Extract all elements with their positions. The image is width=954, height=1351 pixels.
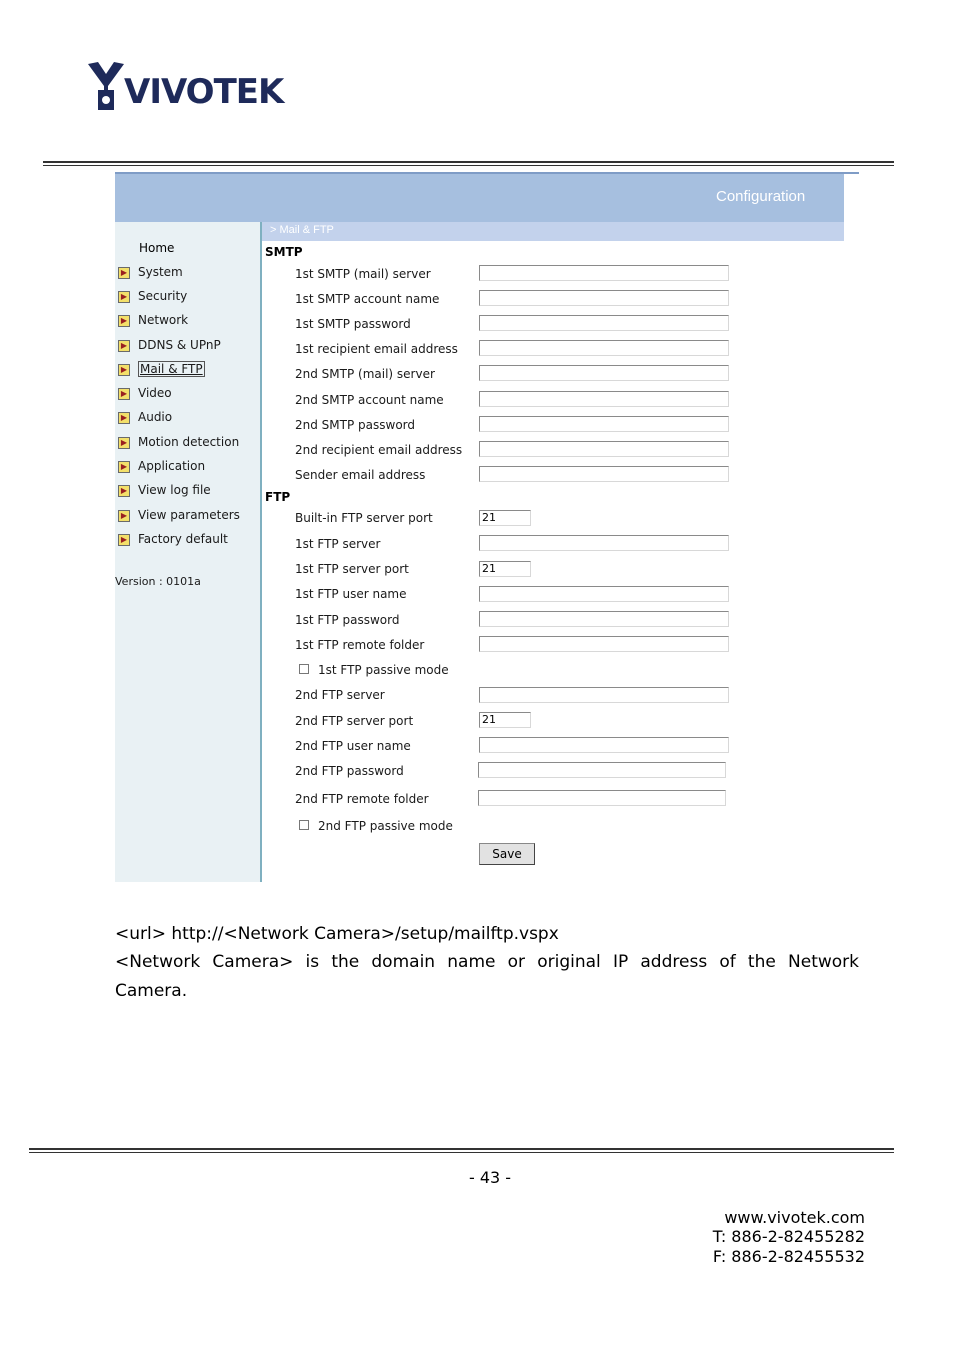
smtp2-password-label: 2nd SMTP password bbox=[295, 418, 415, 432]
ftp2-password-label: 2nd FTP password bbox=[295, 764, 404, 778]
header-rule-thin bbox=[43, 165, 894, 166]
arrow-icon: ▶ bbox=[118, 534, 130, 546]
ftp1-port-label: 1st FTP server port bbox=[295, 562, 409, 576]
sidebar-item-system[interactable] bbox=[118, 265, 183, 279]
breadcrumb: > Mail & FTP bbox=[270, 224, 334, 236]
sidebar-item-home[interactable]: Home bbox=[139, 241, 175, 255]
builtin-ftp-port-input[interactable]: 21 bbox=[479, 510, 531, 526]
ftp2-passive-checkbox[interactable] bbox=[299, 820, 309, 830]
smtp2-server-label: 2nd SMTP (mail) server bbox=[295, 367, 435, 381]
sidebar-item-label: Factory default bbox=[138, 532, 228, 546]
description-line-2: Camera. bbox=[115, 981, 188, 1001]
sender-email-label: Sender email address bbox=[295, 468, 426, 482]
arrow-icon: ▶ bbox=[118, 364, 130, 376]
smtp2-account-label: 2nd SMTP account name bbox=[295, 393, 444, 407]
camera-logo-icon bbox=[86, 60, 126, 114]
ftp2-folder-label: 2nd FTP remote folder bbox=[295, 792, 429, 806]
sidebar-item-label: Audio bbox=[138, 410, 173, 424]
recipient1-email-label: 1st recipient email address bbox=[295, 342, 458, 356]
ftp1-port-input[interactable]: 21 bbox=[479, 561, 531, 577]
sender-email-input[interactable] bbox=[479, 466, 729, 482]
sidebar-item-label: System bbox=[138, 265, 183, 279]
footer-website: www.vivotek.com bbox=[724, 1208, 865, 1227]
ftp-heading: FTP bbox=[265, 490, 291, 504]
sidebar-item-label: View parameters bbox=[138, 508, 240, 522]
smtp1-password-input[interactable] bbox=[479, 315, 729, 331]
sidebar-item-label: Application bbox=[138, 459, 206, 473]
ftp1-user-input[interactable] bbox=[479, 586, 729, 602]
config-title: Configuration bbox=[716, 188, 806, 205]
recipient1-email-input[interactable] bbox=[479, 340, 729, 356]
smtp2-password-input[interactable] bbox=[479, 416, 729, 432]
ftp1-server-input[interactable] bbox=[479, 535, 729, 551]
arrow-icon: ▶ bbox=[118, 437, 130, 449]
smtp1-server-label: 1st SMTP (mail) server bbox=[295, 267, 431, 281]
config-header-border bbox=[115, 172, 859, 174]
save-button[interactable]: Save bbox=[479, 843, 535, 865]
url-line: <url> http://<Network Camera>/setup/mailftp.vspx bbox=[115, 924, 559, 944]
description-line-1: <Network Camera> is the domain name or original IP address of the Network bbox=[115, 952, 859, 972]
arrow-icon: ▶ bbox=[118, 485, 130, 497]
sidebar-item-label: DDNS & UPnP bbox=[138, 338, 221, 352]
arrow-icon: ▶ bbox=[118, 315, 130, 327]
sidebar-item-label: Video bbox=[138, 386, 172, 400]
ftp1-folder-input[interactable] bbox=[479, 636, 729, 652]
sidebar-item-motion-detection[interactable] bbox=[118, 435, 239, 449]
sidebar-item-view-log-file[interactable] bbox=[118, 483, 211, 497]
ftp1-passive-checkbox[interactable] bbox=[299, 664, 309, 674]
footer-tel: T: 886-2-82455282 bbox=[712, 1227, 865, 1246]
arrow-icon: ▶ bbox=[118, 388, 130, 400]
sidebar-item-video[interactable] bbox=[118, 386, 172, 400]
sidebar-item-mail-ftp[interactable] bbox=[118, 362, 205, 376]
sidebar-item-audio[interactable] bbox=[118, 410, 172, 424]
ftp1-passive-label: 1st FTP passive mode bbox=[318, 663, 449, 677]
sidebar-item-security[interactable] bbox=[118, 289, 187, 303]
ftp2-passive-label: 2nd FTP passive mode bbox=[318, 819, 453, 833]
arrow-icon: ▶ bbox=[118, 510, 130, 522]
builtin-ftp-port-label: Built-in FTP server port bbox=[295, 511, 433, 525]
sidebar-item-label: Motion detection bbox=[138, 435, 240, 449]
vivotek-logo bbox=[86, 60, 291, 114]
smtp2-account-input[interactable] bbox=[479, 391, 729, 407]
sidebar-item-network[interactable] bbox=[118, 313, 188, 327]
sidebar-item-label: Security bbox=[138, 289, 188, 303]
ftp1-server-label: 1st FTP server bbox=[295, 537, 381, 551]
ftp1-password-label: 1st FTP password bbox=[295, 613, 400, 627]
ftp2-user-input[interactable] bbox=[479, 737, 729, 753]
footer-fax: F: 886-2-82455532 bbox=[712, 1247, 865, 1266]
sidebar-item-application[interactable] bbox=[118, 459, 205, 473]
recipient2-email-label: 2nd recipient email address bbox=[295, 443, 463, 457]
ftp1-user-label: 1st FTP user name bbox=[295, 587, 407, 601]
sidebar-item-label: View log file bbox=[138, 483, 211, 497]
ftp2-user-label: 2nd FTP user name bbox=[295, 739, 411, 753]
footer-rule-thin bbox=[29, 1152, 894, 1153]
ftp1-password-input[interactable] bbox=[479, 611, 729, 627]
arrow-icon: ▶ bbox=[118, 291, 130, 303]
ftp1-folder-label: 1st FTP remote folder bbox=[295, 638, 425, 652]
sidebar-item-ddns[interactable] bbox=[118, 338, 221, 352]
smtp1-password-label: 1st SMTP password bbox=[295, 317, 411, 331]
ftp2-folder-input[interactable] bbox=[478, 790, 726, 806]
sidebar-divider bbox=[260, 222, 262, 882]
recipient2-email-input[interactable] bbox=[479, 441, 729, 457]
smtp1-server-input[interactable] bbox=[479, 265, 729, 281]
smtp-heading: SMTP bbox=[265, 245, 303, 259]
sidebar-item-view-parameters[interactable] bbox=[118, 508, 240, 522]
ftp2-server-label: 2nd FTP server bbox=[295, 688, 385, 702]
arrow-icon: ▶ bbox=[118, 340, 130, 352]
logo-wordmark: VIVOTEK bbox=[124, 72, 284, 112]
header-rule bbox=[43, 161, 894, 163]
arrow-icon: ▶ bbox=[118, 461, 130, 473]
sidebar-item-label: Mail & FTP bbox=[140, 362, 203, 376]
footer-rule bbox=[29, 1148, 894, 1150]
ftp2-port-label: 2nd FTP server port bbox=[295, 714, 414, 728]
breadcrumb-bar bbox=[262, 222, 844, 241]
arrow-icon: ▶ bbox=[118, 412, 130, 424]
smtp1-account-label: 1st SMTP account name bbox=[295, 292, 440, 306]
version-label: Version : 0101a bbox=[115, 575, 201, 588]
page-number: - 43 - bbox=[468, 1168, 512, 1187]
sidebar-item-label: Network bbox=[138, 313, 189, 327]
smtp2-server-input[interactable] bbox=[479, 365, 729, 381]
ftp2-server-input[interactable] bbox=[479, 687, 729, 703]
ftp2-port-input[interactable]: 21 bbox=[479, 712, 531, 728]
smtp1-account-input[interactable] bbox=[479, 290, 729, 306]
sidebar-item-factory-default[interactable] bbox=[118, 532, 228, 546]
ftp2-password-input[interactable] bbox=[478, 762, 726, 778]
arrow-icon: ▶ bbox=[118, 267, 130, 279]
